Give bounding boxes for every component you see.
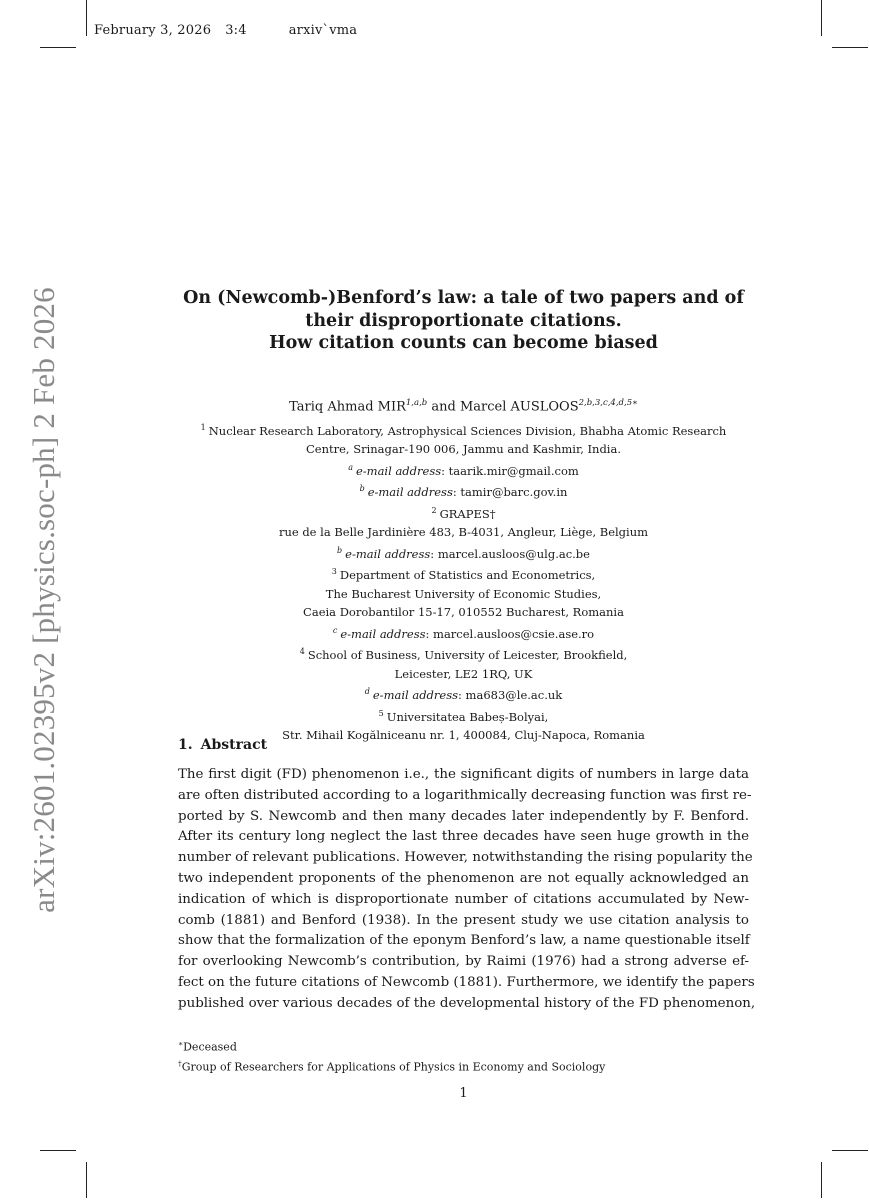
affiliation-line: $^2$ GRAPES† (431, 505, 496, 521)
abstract-line: two independent proponents of the phenomenon are not equally acknowledged an (178, 870, 749, 886)
affiliation-email: $^c$ e-mail address: marcel.ausloos@csie.ase.ro (332, 625, 595, 641)
abstract-line: ported by S. Newcomb and then many decades later independently by F. Benford. (178, 808, 749, 824)
section-heading (178, 737, 267, 753)
affiliation-email: $^a$ e-mail address: taarik.mir@gmail.com (348, 463, 579, 478)
header-time: 3:4 (225, 23, 247, 38)
affiliation-line: Str. Mihail Kogălniceanu nr. 1, 400084, Cluj-Napoca, Romania (282, 728, 645, 743)
author-name: Tariq Ahmad MIR (289, 399, 406, 415)
paper-title (0, 287, 869, 355)
crop-mark (40, 47, 76, 48)
footnotes (178, 1036, 605, 1075)
section-number: 1. (178, 737, 193, 753)
affiliation-line: $^5$ Universitatea Babeș-Bolyai, (378, 708, 549, 724)
abstract-line: comb (1881) and Benford (1938). In the present study we use citation analysis to (178, 912, 749, 928)
crop-mark (821, 0, 822, 36)
abstract-line: for overlooking Newcomb’s contribution, by Raimi (1976) had a strong adverse ef- (178, 954, 749, 970)
author-conjunction: and (431, 399, 456, 415)
abstract-line: published over various decades of the developmental history of the FD phenomenon, (178, 995, 756, 1011)
title-line: On (Newcomb-)Benford’s law: a tale of two papers and of (183, 288, 744, 308)
author-list (0, 398, 869, 414)
affiliation-email: $^d$ e-mail address: ma683@le.ac.uk (364, 687, 563, 703)
affiliation-line: $^1$ Nuclear Research Laboratory, Astrophysical Sciences Division, Bhabha Atomic Research (200, 423, 727, 438)
abstract-line: The first digit (FD) phenomenon i.e., the significant digits of numbers in large data (178, 767, 749, 782)
footnote: ∗Deceased (178, 1039, 237, 1054)
affiliation-line: Leicester, LE2 1RQ, UK (394, 666, 533, 681)
author-name: Marcel AUSLOOS (459, 399, 579, 415)
header-date: February 3, 2026 (94, 23, 212, 38)
abstract-line: are often distributed according to a logarithmically decreasing function was first re- (178, 787, 752, 803)
abstract-line: show that the formalization of the eponym Benford’s law, a name questionable itself (178, 933, 750, 949)
affiliation-line: Centre, Srinagar-190 006, Jammu and Kashmir, India. (305, 442, 622, 457)
crop-mark (86, 0, 87, 36)
affiliation-line: Caeia Dorobantilor 15-17, 010552 Bucharest, Romania (303, 605, 624, 620)
section-title: Abstract (200, 737, 268, 753)
affiliation-email: $^b$ e-mail address: tamir@barc.gov.in (359, 484, 568, 500)
running-header (94, 23, 357, 38)
affiliation-line: $^3$ Department of Statistics and Econometrics, (331, 567, 596, 583)
arxiv-side-stamp: arXiv:2601.02395v2 [physics.soc-ph] 2 Feb 2026 (26, 287, 61, 913)
abstract-body (178, 765, 756, 1015)
affiliation-line: rue de la Belle Jardinière 483, B-4031, Angleur, Liège, Belgium (278, 525, 649, 540)
affiliation-email: $^b$ e-mail address: marcel.ausloos@ulg.ac.be (337, 545, 590, 561)
abstract-line: number of relevant publications. However, notwithstanding the rising popularity the (178, 850, 753, 866)
abstract-line: After its century long neglect the last three decades have seen huge growth in the (178, 829, 749, 845)
title-line: How citation counts can become biased (269, 333, 658, 353)
author-affiliation-marks: 2,b,3,c,4,d,5∗ (578, 398, 638, 408)
abstract-line: fect on the future citations of Newcomb (1881). Furthermore, we identify the papers (178, 974, 755, 990)
affiliations (0, 419, 869, 745)
author-affiliation-marks: 1,a,b (405, 398, 428, 408)
footnote: †Group of Researchers for Applications of Physics in Economy and Sociology (178, 1058, 606, 1074)
abstract-line: indication of which is disproportionate number of citations accumulated by New- (178, 891, 749, 907)
page-number: 1 (459, 1086, 468, 1101)
header-label: arxiv`vma (288, 23, 358, 38)
crop-mark (832, 47, 868, 48)
title-line: their disproportionate citations. (305, 310, 622, 331)
crop-mark (86, 1162, 87, 1198)
crop-mark (821, 1162, 822, 1198)
affiliation-line: The Bucharest University of Economic Studies, (325, 586, 602, 601)
crop-mark (832, 1150, 868, 1151)
crop-mark (40, 1150, 76, 1151)
affiliation-line: $^4$ School of Business, University of Leicester, Brookfield, (299, 647, 628, 663)
